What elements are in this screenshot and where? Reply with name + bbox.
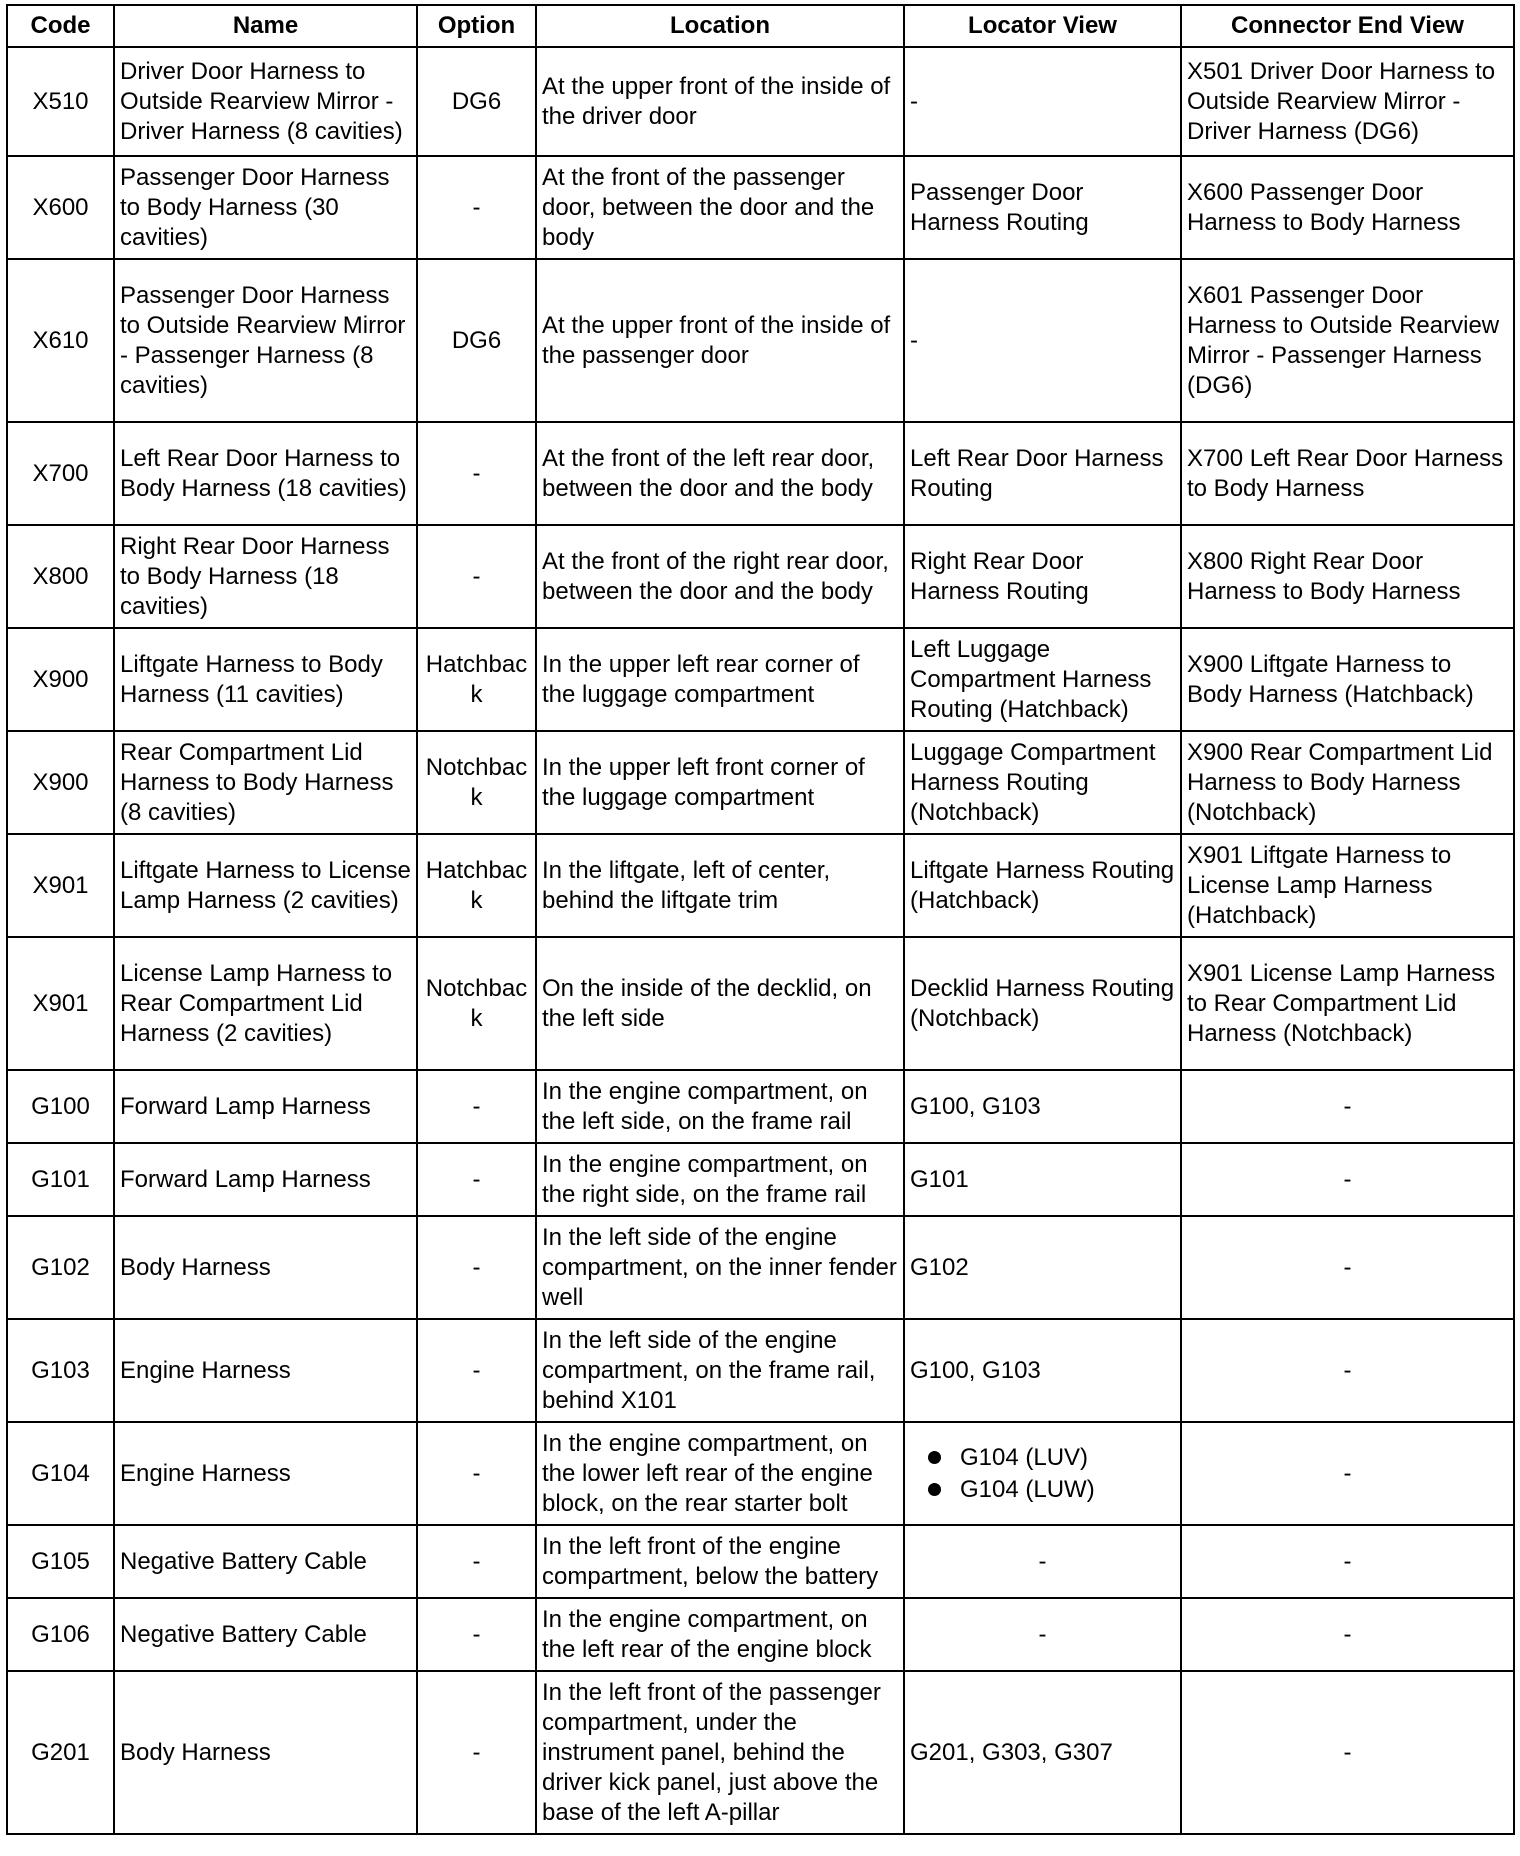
locator-cell: - xyxy=(904,1525,1181,1598)
name-cell: Passenger Door Harness to Outside Rearview Mirror - Passenger Harness (8 cavities) xyxy=(114,259,417,422)
table-row xyxy=(7,1671,1514,1834)
bullet-dot-icon xyxy=(928,1451,941,1464)
name-cell: Body Harness xyxy=(114,1216,417,1319)
name-cell: Engine Harness xyxy=(114,1319,417,1422)
location-cell: In the engine compartment, on the left side, on the frame rail xyxy=(536,1070,904,1143)
name-cell: Passenger Door Harness to Body Harness (30 cavities) xyxy=(114,156,417,259)
header-locator-view: Locator View xyxy=(904,5,1181,47)
code-cell: G103 xyxy=(7,1319,114,1422)
table-row xyxy=(7,422,1514,525)
header-location: Location xyxy=(536,5,904,47)
option-cell: Notchback xyxy=(417,731,536,834)
location-cell: On the inside of the decklid, on the left side xyxy=(536,937,904,1070)
connector-cell: - xyxy=(1181,1598,1514,1671)
table-row xyxy=(7,156,1514,259)
connector-cell: - xyxy=(1181,1525,1514,1598)
location-cell: In the upper left front corner of the luggage compartment xyxy=(536,731,904,834)
connector-cell: X901 Liftgate Harness to License Lamp Harness (Hatchback) xyxy=(1181,834,1514,937)
table-row xyxy=(7,1143,1514,1216)
table-row xyxy=(7,834,1514,937)
location-cell: In the engine compartment, on the left rear of the engine block xyxy=(536,1598,904,1671)
code-cell: X900 xyxy=(7,731,114,834)
option-cell: Notchback xyxy=(417,937,536,1070)
locator-bullet-text: G104 (LUV) xyxy=(960,1443,1089,1471)
table-row xyxy=(7,1525,1514,1598)
locator-cell: Left Rear Door Harness Routing xyxy=(904,422,1181,525)
option-cell: - xyxy=(417,525,536,628)
option-cell: DG6 xyxy=(417,47,536,156)
code-cell: G101 xyxy=(7,1143,114,1216)
location-cell: At the front of the left rear door, between the door and the body xyxy=(536,422,904,525)
location-cell: In the left side of the engine compartment, on the inner fender well xyxy=(536,1216,904,1319)
connector-cell: X901 License Lamp Harness to Rear Compartment Lid Harness (Notchback) xyxy=(1181,937,1514,1070)
connector-cell: X800 Right Rear Door Harness to Body Harness xyxy=(1181,525,1514,628)
locator-cell: - xyxy=(904,1598,1181,1671)
option-cell: - xyxy=(417,1671,536,1834)
option-cell: - xyxy=(417,1598,536,1671)
code-cell: G104 xyxy=(7,1422,114,1525)
connector-cell: - xyxy=(1181,1319,1514,1422)
connector-cell: - xyxy=(1181,1143,1514,1216)
option-cell: - xyxy=(417,1143,536,1216)
header-row xyxy=(7,5,1514,47)
code-cell: G201 xyxy=(7,1671,114,1834)
table-row xyxy=(7,731,1514,834)
option-cell: Hatchback xyxy=(417,628,536,731)
header-connector-end-view: Connector End View xyxy=(1181,5,1514,47)
code-cell: G106 xyxy=(7,1598,114,1671)
code-cell: X510 xyxy=(7,47,114,156)
connector-cell: - xyxy=(1181,1070,1514,1143)
locator-cell: G101 xyxy=(904,1143,1181,1216)
name-cell: Forward Lamp Harness xyxy=(114,1070,417,1143)
name-cell: Liftgate Harness to Body Harness (11 cavities) xyxy=(114,628,417,731)
locator-cell: - xyxy=(904,259,1181,422)
code-cell: X901 xyxy=(7,937,114,1070)
location-cell: At the front of the passenger door, between the door and the body xyxy=(536,156,904,259)
header-code: Code xyxy=(7,5,114,47)
name-cell: Rear Compartment Lid Harness to Body Harness (8 cavities) xyxy=(114,731,417,834)
locator-cell: G102 xyxy=(904,1216,1181,1319)
code-cell: X900 xyxy=(7,628,114,731)
connector-cell: - xyxy=(1181,1422,1514,1525)
option-cell: - xyxy=(417,1319,536,1422)
connector-cell: - xyxy=(1181,1216,1514,1319)
bullet-dot-icon xyxy=(928,1483,941,1496)
harness-location-table xyxy=(6,4,1515,1835)
name-cell: Body Harness xyxy=(114,1671,417,1834)
connector-cell: X900 Rear Compartment Lid Harness to Body Harness (Notchback) xyxy=(1181,731,1514,834)
option-cell: - xyxy=(417,1070,536,1143)
location-cell: In the left front of the engine compartment, below the battery xyxy=(536,1525,904,1598)
locator-bullet-text: G104 (LUW) xyxy=(960,1475,1095,1503)
table-row xyxy=(7,47,1514,156)
locator-cell: Liftgate Harness Routing (Hatchback) xyxy=(904,834,1181,937)
table-row xyxy=(7,1216,1514,1319)
name-cell: Liftgate Harness to License Lamp Harness (2 cavities) xyxy=(114,834,417,937)
locator-cell: Decklid Harness Routing (Notchback) xyxy=(904,937,1181,1070)
code-cell: G102 xyxy=(7,1216,114,1319)
table-row xyxy=(7,937,1514,1070)
option-cell: - xyxy=(417,1422,536,1525)
location-cell: At the upper front of the inside of the passenger door xyxy=(536,259,904,422)
option-cell: Hatchback xyxy=(417,834,536,937)
connector-cell: - xyxy=(1181,1671,1514,1834)
table-row xyxy=(7,628,1514,731)
name-cell: License Lamp Harness to Rear Compartment Lid Harness (2 cavities) xyxy=(114,937,417,1070)
name-cell: Negative Battery Cable xyxy=(114,1598,417,1671)
option-cell: - xyxy=(417,156,536,259)
connector-cell: X900 Liftgate Harness to Body Harness (Hatchback) xyxy=(1181,628,1514,731)
location-cell: In the engine compartment, on the right side, on the frame rail xyxy=(536,1143,904,1216)
location-cell: At the front of the right rear door, between the door and the body xyxy=(536,525,904,628)
locator-bullet-list xyxy=(910,1442,1175,1506)
option-cell: - xyxy=(417,1525,536,1598)
connector-cell: X601 Passenger Door Harness to Outside Rearview Mirror - Passenger Harness (DG6) xyxy=(1181,259,1514,422)
connector-ground-table-sheet xyxy=(6,4,1513,1835)
table-row xyxy=(7,525,1514,628)
table-row xyxy=(7,1422,1514,1525)
locator-cell: Left Luggage Compartment Harness Routing (Hatchback) xyxy=(904,628,1181,731)
locator-cell: Right Rear Door Harness Routing xyxy=(904,525,1181,628)
name-cell: Driver Door Harness to Outside Rearview Mirror - Driver Harness (8 cavities) xyxy=(114,47,417,156)
location-cell: In the left front of the passenger compartment, under the instrument panel, behind the driver kick panel, just above the base of the left A-pillar xyxy=(536,1671,904,1834)
locator-bullet-item xyxy=(924,1474,1175,1506)
name-cell: Right Rear Door Harness to Body Harness (18 cavities) xyxy=(114,525,417,628)
locator-cell: G100, G103 xyxy=(904,1319,1181,1422)
header-option: Option xyxy=(417,5,536,47)
locator-cell: G100, G103 xyxy=(904,1070,1181,1143)
name-cell: Left Rear Door Harness to Body Harness (18 cavities) xyxy=(114,422,417,525)
code-cell: X800 xyxy=(7,525,114,628)
connector-cell: X700 Left Rear Door Harness to Body Harness xyxy=(1181,422,1514,525)
location-cell: In the liftgate, left of center, behind the liftgate trim xyxy=(536,834,904,937)
code-cell: X901 xyxy=(7,834,114,937)
connector-cell: X501 Driver Door Harness to Outside Rearview Mirror - Driver Harness (DG6) xyxy=(1181,47,1514,156)
table-row xyxy=(7,1070,1514,1143)
table-row xyxy=(7,1319,1514,1422)
locator-cell: Luggage Compartment Harness Routing (Notchback) xyxy=(904,731,1181,834)
code-cell: G100 xyxy=(7,1070,114,1143)
option-cell: - xyxy=(417,1216,536,1319)
name-cell: Forward Lamp Harness xyxy=(114,1143,417,1216)
name-cell: Engine Harness xyxy=(114,1422,417,1525)
code-cell: X700 xyxy=(7,422,114,525)
locator-cell: G201, G303, G307 xyxy=(904,1671,1181,1834)
connector-cell: X600 Passenger Door Harness to Body Harness xyxy=(1181,156,1514,259)
name-cell: Negative Battery Cable xyxy=(114,1525,417,1598)
locator-cell xyxy=(904,1422,1181,1525)
locator-bullet-item xyxy=(924,1442,1175,1474)
header-name: Name xyxy=(114,5,417,47)
location-cell: In the engine compartment, on the lower left rear of the engine block, on the rear starter bolt xyxy=(536,1422,904,1525)
locator-cell: - xyxy=(904,47,1181,156)
table-row xyxy=(7,259,1514,422)
location-cell: In the left side of the engine compartment, on the frame rail, behind X101 xyxy=(536,1319,904,1422)
code-cell: X600 xyxy=(7,156,114,259)
option-cell: DG6 xyxy=(417,259,536,422)
option-cell: - xyxy=(417,422,536,525)
code-cell: G105 xyxy=(7,1525,114,1598)
code-cell: X610 xyxy=(7,259,114,422)
table-row xyxy=(7,1598,1514,1671)
locator-cell: Passenger Door Harness Routing xyxy=(904,156,1181,259)
location-cell: At the upper front of the inside of the driver door xyxy=(536,47,904,156)
location-cell: In the upper left rear corner of the luggage compartment xyxy=(536,628,904,731)
